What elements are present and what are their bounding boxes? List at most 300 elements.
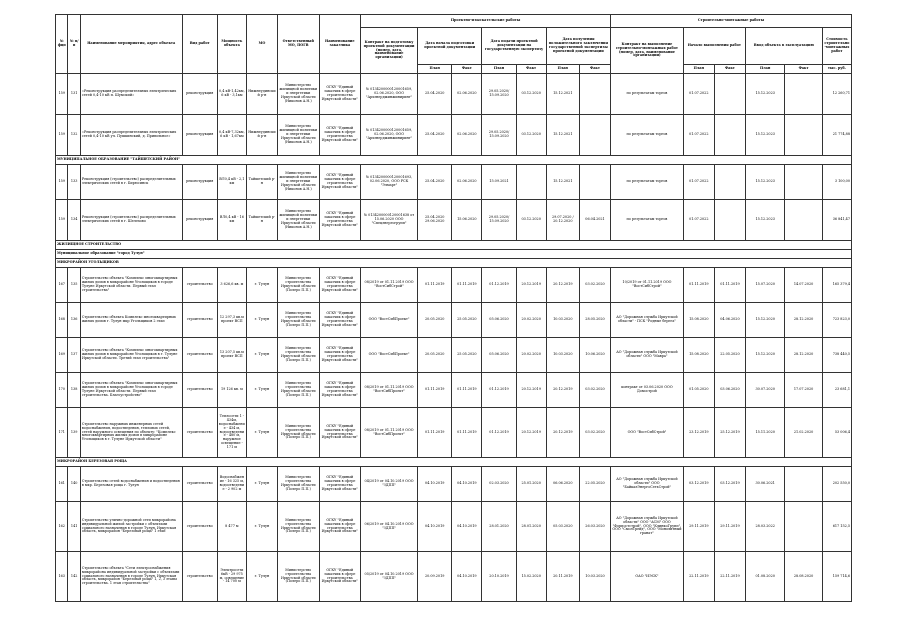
cell-num-pp: 134 bbox=[68, 200, 80, 241]
cell-responsible: Министерство строительства Иркутской области (Полеро П.П.) bbox=[278, 373, 320, 408]
cell-cost: 165 379,4 bbox=[822, 268, 851, 303]
cell-contract-construction: по результатам торгов bbox=[611, 115, 684, 156]
cell-num-pp: 139 bbox=[68, 408, 80, 458]
cell-expertise-fact: 03.12.2020 bbox=[516, 200, 546, 241]
cell-conclusion-fact: 10.03.2020 bbox=[579, 552, 610, 602]
cell-expertise-plan: 29.05.2020/ 15.09.2020 bbox=[482, 74, 516, 115]
cell-design-start-plan: 20.05.2020 bbox=[418, 338, 452, 373]
cell-design-start-plan: 04.10.2019 bbox=[418, 502, 452, 552]
cell-customer: ОГКУ "Единый заказчик в сфере строительства Иркутской области" bbox=[319, 115, 361, 156]
program-table bbox=[55, 14, 852, 602]
cell-name: Строительство сетей водоснабжения и водоотведения в мкр. Березовая роща г. Тулун bbox=[80, 467, 182, 502]
cell-mo: г. Тулун bbox=[246, 552, 277, 602]
cell-expertise-plan: 01.12.2019 bbox=[482, 408, 516, 458]
col-responsible: Ответственный МО, ПОГВ bbox=[278, 15, 320, 74]
cell-contract-construction: по результатам торгов bbox=[611, 74, 684, 115]
cell-customer: ОГКУ "Единый заказчик в сфере строительства Иркутской области" bbox=[319, 74, 361, 115]
sub-fact: Факт bbox=[516, 65, 546, 74]
cell-customer: ОГКУ "Единый заказчик в сфере строительства Иркутской области" bbox=[319, 502, 361, 552]
section-title: Муниципальное образование "город Тулун" bbox=[56, 250, 852, 259]
cell-num-fcp: 159 bbox=[56, 200, 68, 241]
cell-design-start-plan: 20.05.2020 bbox=[418, 303, 452, 338]
cell-num-pp: 138 bbox=[68, 373, 80, 408]
cell-capacity: 0,4 кВ-1,42км, 6 кВ - 3,1км bbox=[217, 74, 246, 115]
cell-contract-construction: АО "Дорожная служба Иркутской области" ООО "АСМ" ООО "Форпостстрой", ООО "КлинкоГрупп", ООО "СмолТрейд", ООО "Монолитный гранат" bbox=[611, 502, 684, 552]
cell-num-fcp: 159 bbox=[56, 115, 68, 156]
cell-num-fcp: 161 bbox=[56, 467, 68, 502]
cell-name: Строительство объекта "Комплекс многоквартирных жилых домов в микрорайоне Угольщиков в г. Тулуне Иркутской области. Третий этап строительства" bbox=[80, 338, 182, 373]
cell-name: Строительство наружных инженерных сетей водоснабжения, водоотведения, тепловых сетей, сетей наружного освещения по объекту: "Комплекс многоквартирных жилых домов в микрорайоне Угольщиков в г. Тулуне Иркутской области" bbox=[80, 408, 182, 458]
cell-expertise-fact: 20.02.2020 bbox=[516, 338, 546, 373]
col-contract-construction: Контракт на выполнение строительно-монтажных работ (номер, дата, наименование организации) bbox=[611, 28, 684, 74]
cell-expertise-fact: 15.02.2020 bbox=[516, 552, 546, 602]
cell-commissioning-plan: 15.12.2023 bbox=[745, 74, 784, 115]
cell-cost: 738 440,5 bbox=[822, 338, 851, 373]
cell-contract-design: № 0134200000120001693, 02.06.2020, ООО РСК "Элмарт" bbox=[361, 165, 418, 200]
sub-plan: План bbox=[745, 65, 784, 74]
sub-plan: План bbox=[546, 65, 579, 74]
cell-contract-design: № 0134200000120001659, 02.06.2020, ООО "Архэнерджинжиниринг" bbox=[361, 74, 418, 115]
cell-name: Реконструкция (строительство) распределительных электрических сетей в г. Шелехово bbox=[80, 200, 182, 241]
cell-customer: ОГКУ "Единый заказчик в сфере строительства Иркутской области" bbox=[319, 552, 361, 602]
cell-cost: 21 774,88 bbox=[822, 115, 851, 156]
cell-contract-design: ООО "ВостСибПроект" bbox=[361, 303, 418, 338]
cell-responsible: Министерство строительства Иркутской области (Полеро П.П.) bbox=[278, 552, 320, 602]
cell-design-start-fact: 25.05.2020 bbox=[452, 338, 482, 373]
cell-responsible: Министерство жилищной политики и энергетики Иркутской области (Никонов А.Н.) bbox=[278, 165, 320, 200]
cell-work-type: строительство bbox=[182, 373, 217, 408]
cell-contract-design: 04/2019 от 04.10.2019 ООО "ЗДПП" bbox=[361, 467, 418, 502]
cell-expertise-plan: 02.03.2020 bbox=[482, 467, 516, 502]
cell-commissioning-plan: 15.07.2020 bbox=[745, 268, 784, 303]
cell-responsible: Министерство жилищной политики и энергетики Иркутской области (Никонов А.Н.) bbox=[278, 115, 320, 156]
cell-work-type: строительство bbox=[182, 268, 217, 303]
cell-capacity: 0,4 кВ-7,32км, 6 кВ - 1,67км bbox=[217, 115, 246, 156]
cell-construction-start-plan: 15.08.2020 bbox=[683, 338, 714, 373]
col-num-fcp: № фцп bbox=[56, 15, 68, 74]
cell-capacity: 19 126 кв. м bbox=[217, 373, 246, 408]
cell-construction-start-fact: 03.06.2020 bbox=[714, 373, 745, 408]
cell-contract-construction: ООО "ВостСибСтрой" bbox=[611, 408, 684, 458]
cell-mo: Нижнеудинский р-н bbox=[246, 115, 277, 156]
cell-commissioning-plan: 15.12.2023 bbox=[745, 115, 784, 156]
cell-design-start-fact: 01.11.2019 bbox=[452, 373, 482, 408]
sub-fact: Факт bbox=[785, 65, 822, 74]
col-design-start: Дата начала подготовки проектной документации bbox=[418, 28, 482, 65]
cell-commissioning-plan: 01.08.2020 bbox=[745, 552, 784, 602]
cell-commissioning-plan: 15.12.2020 bbox=[745, 303, 784, 338]
cell-design-start-fact: 02.06.2020 bbox=[452, 115, 482, 156]
cell-conclusion-plan: 06.06.2020 bbox=[546, 467, 579, 502]
section-row bbox=[56, 259, 852, 268]
cell-conclusion-plan: 15.12.2021 bbox=[546, 165, 579, 200]
cell-num-fcp: 159 bbox=[56, 74, 68, 115]
sub-fact: Факт bbox=[714, 65, 745, 74]
cell-work-type: строительство bbox=[182, 467, 217, 502]
cell-work-type: строительство bbox=[182, 303, 217, 338]
cell-capacity: 13 207,5 кв.м проект ВСП bbox=[217, 338, 246, 373]
cell-conclusion-fact: 28.05.2020 bbox=[579, 303, 610, 338]
cell-construction-start-fact bbox=[714, 115, 745, 156]
cell-conclusion-fact: 03.02.2020 bbox=[579, 268, 610, 303]
cell-design-start-fact: 25.05.2020 bbox=[452, 303, 482, 338]
cell-capacity: 12 297,3 кв.м проект ВСП bbox=[217, 303, 246, 338]
cell-cost: 23 681,1 bbox=[822, 373, 851, 408]
cell-responsible: Министерство строительства Иркутской области (Полеро П.П.) bbox=[278, 502, 320, 552]
cell-work-type: строительство bbox=[182, 408, 217, 458]
cell-construction-start-fact bbox=[714, 74, 745, 115]
cell-commissioning-fact bbox=[785, 502, 822, 552]
table-row bbox=[56, 502, 852, 552]
cell-design-start-fact: 01.11.2019 bbox=[452, 268, 482, 303]
cell-expertise-plan: 01.12.2019 bbox=[482, 268, 516, 303]
section-row bbox=[56, 156, 852, 165]
cell-mo: Тайшетский р-н bbox=[246, 165, 277, 200]
cell-conclusion-fact: 03.02.2020 bbox=[579, 408, 610, 458]
cell-num-pp: 136 bbox=[68, 303, 80, 338]
cell-num-fcp: 168 bbox=[56, 303, 68, 338]
cell-design-start-plan: 25.04.2020 29.06.2020 bbox=[418, 200, 452, 241]
cell-commissioning-plan: 15.12.2023 bbox=[745, 200, 784, 241]
cell-construction-start-plan: 29.11.2019 bbox=[683, 502, 714, 552]
cell-construction-start-plan: 01.07.2022 bbox=[683, 165, 714, 200]
cell-construction-start-plan: 23.12.2019 bbox=[683, 408, 714, 458]
cell-contract-construction: контракт от 03.06.2020 ООО Домострой bbox=[611, 373, 684, 408]
cell-conclusion-plan: 29.07.2020 / 20.12.2020 bbox=[546, 200, 579, 241]
cell-construction-start-fact: 01.11.2019 bbox=[714, 268, 745, 303]
section-title: МИКРОРАЙОН УГОЛЬЩИКОВ bbox=[56, 259, 852, 268]
table-row bbox=[56, 467, 852, 502]
cell-mo: г. Тулун bbox=[246, 373, 277, 408]
col-capacity: Мощность объекта bbox=[217, 15, 246, 74]
cell-capacity: Электросети 6кВ - 29 975 м, освещение - 14 700 м bbox=[217, 552, 246, 602]
cell-construction-start-fact: 22.05.2020 bbox=[714, 338, 745, 373]
cell-expertise-fact: 20.02.2020 bbox=[516, 303, 546, 338]
cell-responsible: Министерство строительства Иркутской области (Полеро П.П.) bbox=[278, 467, 320, 502]
col-positive-conclusion: Дата получения положительного заключения государственной экспертизы проектной документации bbox=[546, 28, 610, 65]
cell-expertise-plan: 29.05.2020/ 15.09.2020 bbox=[482, 200, 516, 241]
section-title: МУНИЦИПАЛЬНОЕ ОБРАЗОВАНИЕ "ТАЙШЕТСКИЙ РАЙОН" bbox=[56, 156, 852, 165]
cell-construction-start-fact bbox=[714, 165, 745, 200]
cell-customer: ОГКУ "Единый заказчик в сфере строительства Иркутской области" bbox=[319, 303, 361, 338]
section-title: МИКРОРАЙОН БЕРЕЗОВАЯ РОЩА bbox=[56, 458, 852, 467]
cell-construction-start-fact bbox=[714, 200, 745, 241]
cell-expertise-plan: 01.12.2019 bbox=[482, 373, 516, 408]
table-row bbox=[56, 268, 852, 303]
cell-conclusion-plan: 15.12.2021 bbox=[546, 74, 579, 115]
cell-customer: ОГКУ "Единый заказчик в сфере строительства Иркутской области" bbox=[319, 338, 361, 373]
cell-num-pp: 131 bbox=[68, 74, 80, 115]
cell-design-start-fact: 04.10.2019 bbox=[452, 552, 482, 602]
cell-work-type: реконструкция bbox=[182, 165, 217, 200]
cell-work-type: строительство bbox=[182, 502, 217, 552]
cell-conclusion-fact bbox=[579, 165, 610, 200]
sub-plan: План bbox=[418, 65, 452, 74]
cell-expertise-plan: 29.05.2020/ 15.09.2020 bbox=[482, 115, 516, 156]
cell-work-type: реконструкция bbox=[182, 74, 217, 115]
cell-contract-design: № 0134200000120001659, 02.06.2020, ООО "Архэнерджинжиниринг" bbox=[361, 115, 418, 156]
cell-responsible: Министерство жилищной политики и энергетики Иркутской области (Никонов А.Н.) bbox=[278, 74, 320, 115]
cell-num-pp: 132 bbox=[68, 115, 80, 156]
cell-customer: ОГКУ "Единый заказчик в сфере строительства Иркутской области" bbox=[319, 373, 361, 408]
cell-customer: ОГКУ "Единый заказчик в сфере строительства Иркутской области" bbox=[319, 165, 361, 200]
cell-num-fcp: 169 bbox=[56, 338, 68, 373]
col-contract-design: Контракт на подготовку проектной документации (номер, дата, наименование организации) bbox=[361, 28, 418, 74]
cell-expertise-plan: 15.09.2021 bbox=[482, 165, 516, 200]
cell-responsible: Министерство строительства Иркутской области (Полеро П.П.) bbox=[278, 303, 320, 338]
cell-design-start-fact: 04.10.2019 bbox=[452, 467, 482, 502]
cell-construction-start-plan: 01.07.2022 bbox=[683, 115, 714, 156]
col-commissioning: Ввод объекта в эксплуатацию bbox=[745, 28, 822, 65]
cell-expertise-fact bbox=[516, 165, 546, 200]
cell-work-type: реконструкция bbox=[182, 115, 217, 156]
cell-construction-start-plan: 01.05.2020 bbox=[683, 373, 714, 408]
cell-mo: г. Тулун bbox=[246, 338, 277, 373]
cell-design-start-plan: 20.09.2019 bbox=[418, 552, 452, 602]
cell-mo: Нижнеудинский р-н bbox=[246, 74, 277, 115]
cell-commissioning-plan: 30.07.2020 bbox=[745, 373, 784, 408]
cell-name: Строительство улично-дорожной сети микрорайона индивидуальной жилой застройки с объектами социального назначения в городе Тулун, Иркутская область, микрорайон "Березовая роща" 1 этап bbox=[80, 502, 182, 552]
cell-contract-design: № 0134200000120001638 от 15.06.2020 ООО "Спецэнергогрупп" bbox=[361, 200, 418, 241]
cell-num-fcp: 163 bbox=[56, 552, 68, 602]
table-row bbox=[56, 303, 852, 338]
col-num-pp: № п/п bbox=[68, 15, 80, 74]
cell-commissioning-fact: 28.12.2020 bbox=[785, 303, 822, 338]
cell-responsible: Министерство строительства Иркутской области (Полеро П.П.) bbox=[278, 338, 320, 373]
cell-expertise-fact: 25.01.2020 bbox=[516, 467, 546, 502]
table-row bbox=[56, 373, 852, 408]
cell-construction-start-fact: 25.12.2019 bbox=[714, 408, 745, 458]
cell-design-start-fact: 02.06.2020 bbox=[452, 74, 482, 115]
cell-commissioning-plan: 28.03.2022 bbox=[745, 502, 784, 552]
cell-cost: 202 550,0 bbox=[822, 467, 851, 502]
sub-fact: Факт bbox=[579, 65, 610, 74]
cell-contract-design: 08/2019 от 01.11.2019 ООО "ВостСибСтрой" bbox=[361, 268, 418, 303]
cell-commissioning-fact: 17.07.2020 bbox=[785, 373, 822, 408]
cell-conclusion-fact bbox=[579, 74, 610, 115]
cell-commissioning-fact: 14.07.2020 bbox=[785, 268, 822, 303]
cell-expertise-plan: 05.06.2020 bbox=[482, 338, 516, 373]
sub-plan: План bbox=[683, 65, 714, 74]
col-cost: Стоимость строительно-монтажных работ bbox=[822, 28, 851, 65]
cell-construction-start-fact: 22.11.2019 bbox=[714, 552, 745, 602]
cell-commissioning-plan: 30.06.2021 bbox=[745, 467, 784, 502]
cell-design-start-fact: 15.06.2020 bbox=[452, 200, 482, 241]
table-row bbox=[56, 338, 852, 373]
sub-fact: Факт bbox=[452, 65, 482, 74]
cell-contract-construction: АО "Дорожная служба Иркутской области" - ПСК "Родные берега" bbox=[611, 303, 684, 338]
group-construction-works: Строительно-монтажные работы bbox=[611, 15, 852, 28]
cell-contract-construction: АО "Дорожная служба Иркутской области" ООО "БайкалЭнергоСетьСтрой" bbox=[611, 467, 684, 502]
cell-cost: 53 006,4 bbox=[822, 408, 851, 458]
cell-commissioning-plan: 15.12.2020 bbox=[745, 338, 784, 373]
cell-work-type: реконструкция bbox=[182, 200, 217, 241]
cell-num-pp: 133 bbox=[68, 165, 80, 200]
cell-conclusion-plan: 10.03.2020 bbox=[546, 303, 579, 338]
cell-expertise-plan: 28.01.2020 bbox=[482, 502, 516, 552]
cell-num-pp: 140 bbox=[68, 467, 80, 502]
cell-mo: г. Тулун bbox=[246, 408, 277, 458]
cell-conclusion-fact: 06.04.2021 bbox=[579, 200, 610, 241]
cell-conclusion-fact: 26.03.2020 bbox=[579, 502, 610, 552]
cell-cost: 36 841,47 bbox=[822, 200, 851, 241]
cell-construction-start-plan: 01.07.2022 bbox=[683, 200, 714, 241]
cell-commissioning-fact: 28.12.2020 bbox=[785, 338, 822, 373]
col-customer: Наименование заказчика bbox=[319, 15, 361, 74]
cell-mo: Тайшетский р-н bbox=[246, 200, 277, 241]
cell-commissioning-fact bbox=[785, 115, 822, 156]
cell-conclusion-fact bbox=[579, 115, 610, 156]
cell-contract-construction: по результатам торгов bbox=[611, 165, 684, 200]
col-mo: МО bbox=[246, 15, 277, 74]
cell-num-pp: 141 bbox=[68, 502, 80, 552]
cell-construction-start-fact: 04.06.2020 bbox=[714, 303, 745, 338]
cell-num-fcp: 162 bbox=[56, 502, 68, 552]
cell-num-pp: 137 bbox=[68, 338, 80, 373]
cell-commissioning-plan: 15.12.2023 bbox=[745, 165, 784, 200]
cell-design-start-plan: 01.11.2019 bbox=[418, 268, 452, 303]
section-row bbox=[56, 241, 852, 250]
cell-conclusion-plan: 20.11.2019 bbox=[546, 552, 579, 602]
cell-expertise-fact: 03.12.2020 bbox=[516, 115, 546, 156]
cell-capacity: Теплосети 1 - 434м, водоснабжение - 434 м, водоотведение - 480 м, наружное освещение - 171 м bbox=[217, 408, 246, 458]
cell-cost: 617 152,5 bbox=[822, 502, 851, 552]
cell-capacity: 3 626,6 кв. м bbox=[217, 268, 246, 303]
cell-customer: ОГКУ "Единый заказчик в сфере строительства Иркутской области" bbox=[319, 408, 361, 458]
cell-conclusion-plan: 05.03.2020 bbox=[546, 502, 579, 552]
cell-expertise-fact: 03.12.2020 bbox=[516, 74, 546, 115]
cell-conclusion-plan: 20.12.2019 bbox=[546, 268, 579, 303]
section-title: ЖИЛИЩНОЕ СТРОИТЕЛЬСТВО bbox=[56, 241, 852, 250]
cell-contract-construction: АО "Дорожная служба Иркутской области" ООО "Мавра" bbox=[611, 338, 684, 373]
cell-num-pp: 142 bbox=[68, 552, 80, 602]
cell-conclusion-fact: 03.02.2020 bbox=[579, 373, 610, 408]
cell-contract-design: 08/2019 от 01.11.2019 ООО "ВостСибПроект" bbox=[361, 408, 418, 458]
cell-conclusion-fact: 22.05.2020 bbox=[579, 467, 610, 502]
cell-design-start-fact: 04.10.2019 bbox=[452, 502, 482, 552]
cell-mo: г. Тулун bbox=[246, 502, 277, 552]
cell-capacity: ВЛ0,4 кВ - 16 км bbox=[217, 200, 246, 241]
cell-capacity: 8 477 м bbox=[217, 502, 246, 552]
cell-num-pp: 135 bbox=[68, 268, 80, 303]
cell-capacity: ВЛ0,4 кВ - 2,1 км bbox=[217, 165, 246, 200]
cell-responsible: Министерство строительства Иркутской области (Полеро П.П.) bbox=[278, 268, 320, 303]
cell-commissioning-fact: 21.02.2020 bbox=[785, 408, 822, 458]
cell-expertise-plan: 20.10.2019 bbox=[482, 552, 516, 602]
cell-cost: 12 260,71 bbox=[822, 74, 851, 115]
cell-name: Реконструкция (строительство) распределительных электрических сетей в г. Бирюсинск bbox=[80, 165, 182, 200]
cell-conclusion-fact: 10.06.2020 bbox=[579, 338, 610, 373]
cell-num-fcp: 170 bbox=[56, 373, 68, 408]
table-body bbox=[56, 74, 852, 602]
cell-conclusion-plan: 20.12.2019 bbox=[546, 408, 579, 458]
cell-contract-construction: 10/2019 от 01.11.2019 ООО "ВостСибСтрой" bbox=[611, 268, 684, 303]
table-row bbox=[56, 552, 852, 602]
sub-cost-unit: тыс. руб. bbox=[822, 65, 851, 74]
col-submit-expertise: Дата подачи проектной документации на государственную экспертизу bbox=[482, 28, 546, 65]
cell-num-fcp: 167 bbox=[56, 268, 68, 303]
cell-conclusion-plan: 15.12.2021 bbox=[546, 115, 579, 156]
cell-contract-design: ООО "ВостСибПроект" bbox=[361, 338, 418, 373]
table-row bbox=[56, 200, 852, 241]
table-row bbox=[56, 408, 852, 458]
cell-contract-construction: ОАО "ИЭСК" bbox=[611, 552, 684, 602]
col-construction-start: Начало выполнения работ bbox=[683, 28, 745, 65]
cell-design-start-plan: 01.11.2019 bbox=[418, 408, 452, 458]
cell-conclusion-plan: 20.12.2019 bbox=[546, 373, 579, 408]
cell-mo: г. Тулун bbox=[246, 303, 277, 338]
cell-cost: 3 100,00 bbox=[822, 165, 851, 200]
cell-customer: ОГКУ "Единый заказчик в сфере строительства Иркутской области" bbox=[319, 467, 361, 502]
cell-construction-start-fact: 03.12.2019 bbox=[714, 467, 745, 502]
cell-name: «Реконструкция распределительных электрических сетей 0,4-10 кВ п. Шумский» bbox=[80, 74, 182, 115]
cell-work-type: строительство bbox=[182, 552, 217, 602]
cell-work-type: строительство bbox=[182, 338, 217, 373]
cell-contract-construction: по результатам торгов bbox=[611, 200, 684, 241]
cell-construction-start-plan: 01.11.2019 bbox=[683, 268, 714, 303]
cell-commissioning-fact bbox=[785, 74, 822, 115]
cell-contract-design: 08/2019 от 01.11.2019 ООО "ВостСибПроект" bbox=[361, 373, 418, 408]
cell-cost: 723 823,0 bbox=[822, 303, 851, 338]
table-row bbox=[56, 115, 852, 156]
cell-expertise-fact: 20.12.2019 bbox=[516, 373, 546, 408]
cell-commissioning-fact: 28.08.2020 bbox=[785, 552, 822, 602]
col-work-type: Вид работ bbox=[182, 15, 217, 74]
cell-cost: 159 714,6 bbox=[822, 552, 851, 602]
cell-construction-start-plan: 22.11.2019 bbox=[683, 552, 714, 602]
cell-commissioning-plan: 15.11.2020 bbox=[745, 408, 784, 458]
cell-capacity: Водоснабжение - 16 325 м, водоотведение - 2 902 м bbox=[217, 467, 246, 502]
cell-customer: ОГКУ "Единый заказчик в сфере строительства Иркутской области" bbox=[319, 268, 361, 303]
group-design-works: Проектно-изыскательские работы bbox=[361, 15, 611, 28]
cell-design-start-fact: 01.11.2019 bbox=[452, 408, 482, 458]
cell-num-fcp: 171 bbox=[56, 408, 68, 458]
cell-design-start-plan: 25.04.2020 bbox=[418, 165, 452, 200]
cell-design-start-fact: 02.06.2020 bbox=[452, 165, 482, 200]
cell-mo: г. Тулун bbox=[246, 268, 277, 303]
cell-customer: ОГКУ "Единый заказчик в сфере строительства Иркутской области" bbox=[319, 200, 361, 241]
cell-responsible: Министерство жилищной политики и энергетики Иркутской области (Никонов А.Н.) bbox=[278, 200, 320, 241]
cell-commissioning-fact bbox=[785, 467, 822, 502]
cell-responsible: Министерство строительства Иркутской области (Полеро П.П.) bbox=[278, 408, 320, 458]
cell-design-start-plan: 01.11.2019 bbox=[418, 373, 452, 408]
cell-num-fcp: 159 bbox=[56, 165, 68, 200]
cell-design-start-plan: 25.04.2020 bbox=[418, 115, 452, 156]
cell-construction-start-plan: 01.07.2022 bbox=[683, 74, 714, 115]
cell-contract-design: 06/2019 от 04.10.2019 ООО "ЗДПП" bbox=[361, 502, 418, 552]
cell-name: Строительство объекта "Сети электроснабжения микрорайона индивидуальной застройки с объектами социального назначения в городе Тулун, Иркутская область, микрорайон "Березовая роща" 1, 2, 3 этапы строительства. 1 этап строительства" bbox=[80, 552, 182, 602]
document-sheet bbox=[55, 14, 852, 602]
section-row bbox=[56, 250, 852, 259]
table-row bbox=[56, 74, 852, 115]
sub-plan: План bbox=[482, 65, 516, 74]
cell-expertise-plan: 05.06.2020 bbox=[482, 303, 516, 338]
cell-contract-design: 05/2019 от 04.10.2019 ООО "ЗДПП" bbox=[361, 552, 418, 602]
cell-conclusion-plan: 10.03.2020 bbox=[546, 338, 579, 373]
section-row bbox=[56, 458, 852, 467]
cell-construction-start-plan: 15.08.2020 bbox=[683, 303, 714, 338]
table-row bbox=[56, 165, 852, 200]
cell-name: Строительство объекта "Комплекс многоквартирных жилых домов в микрорайоне Угольщиков в городе Тулуне Иркутской области. Первый этап строительства" bbox=[80, 268, 182, 303]
cell-expertise-fact: 28.01.2020 bbox=[516, 502, 546, 552]
col-name: Наименование мероприятия, адрес объекта bbox=[80, 15, 182, 74]
cell-name: «Реконструкция распределительных электрических сетей 0,4-10 кВ уч. Пушкинский, д. Привольное» bbox=[80, 115, 182, 156]
cell-name: Строительство объекта "Комплекс многоквартирных жилых домов в микрорайоне Угольщиков в городе Тулуне Иркутской области. Первый этап строительства. Благоустройство" bbox=[80, 373, 182, 408]
cell-design-start-plan: 25.04.2020 bbox=[418, 74, 452, 115]
cell-name: Строительство объекта Комплекс многоквартирных жилых домов г. Тулун мкр Угольщиков 2 этап bbox=[80, 303, 182, 338]
cell-mo: г. Тулун bbox=[246, 467, 277, 502]
cell-commissioning-fact bbox=[785, 165, 822, 200]
